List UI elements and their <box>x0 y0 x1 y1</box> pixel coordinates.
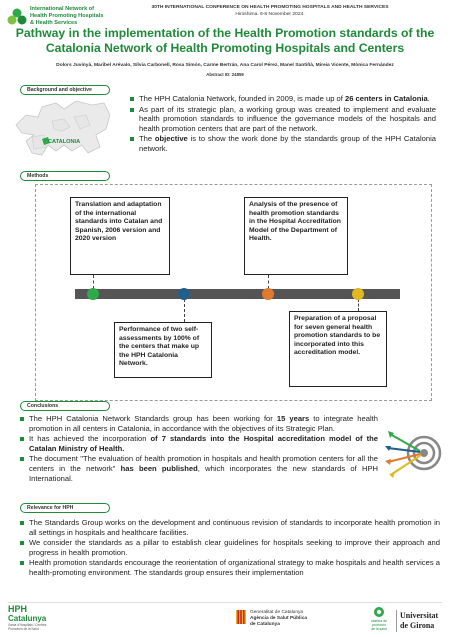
background-bullet-3-bold: objective <box>154 134 188 144</box>
generalitat-line3: de Catalunya <box>250 622 280 627</box>
relevance-bullet-3: Health promotion standards encourage the reorientation of organizational strategy to make hospitals and health services a health-promoting environment. The standards group ensures their implementation <box>20 558 440 577</box>
conference-info <box>150 4 390 18</box>
conference-place-date: Hiroshima. 6-8 November 2024. <box>235 12 305 17</box>
relevance-bullet-2: We consider the standards as a pillar to establish clear guidelines for hospitals seeking to improve their approach and progress in health promotion. <box>20 538 440 557</box>
generalitat-flag-icon <box>236 610 246 624</box>
connector-line-1 <box>93 275 94 289</box>
hph-logo-sub1: Xarxa d'Hospitals i Centres <box>8 623 47 627</box>
poster-title <box>8 26 442 56</box>
connector-line-4 <box>358 299 359 311</box>
timeline-dot-4 <box>352 288 364 300</box>
europe-map-graphic <box>12 95 112 167</box>
conference-name: 30TH INTERNATIONAL CONFERENCE ON HEALTH PROMOTING HOSPITALS AND HEALTH SERVICES <box>151 5 389 10</box>
conclusion-bullet-3-bold: has been published <box>120 463 198 473</box>
org-name-line3: & Health Services <box>30 20 78 26</box>
footer-divider <box>8 602 442 603</box>
org-name-line2: Health Promoting Hospitals <box>30 13 104 19</box>
method-step-proposal: Preparation of a proposal for seven general health promotion standards to be incorporated into this accreditation model. <box>289 311 387 387</box>
catedra-line1: càtedra de <box>370 619 388 623</box>
conclusion-bullet-2-text: It has achieved the incorporation <box>29 434 151 444</box>
map-label-catalonia: CATALONIA <box>48 139 81 145</box>
background-bullet-2: As part of its strategic plan, a working group was created to implement and evaluate health promotion standards to influence the governance models of the hospitals and health promotion centers that are part of the network. <box>130 105 436 134</box>
generalitat-logo <box>236 610 346 634</box>
background-bullet-1-text: The HPH Catalonia Network, founded in 2009, is made up of <box>139 94 345 103</box>
udg-divider <box>396 610 397 632</box>
catedra-promocio-salut-logo <box>364 606 394 634</box>
method-step-self-assessment: Performance of two self-assessments by 100% of the centers that make up the HPH Catalonia Network. <box>114 322 212 378</box>
poster-title-line1: Pathway in the implementation of the Health Promotion standards of the <box>15 26 435 40</box>
background-bullet-1-bold: 26 centers in Catalonia <box>345 94 428 103</box>
hph-logo-region: Catalunya <box>8 614 47 623</box>
generalitat-line1: Generalitat de Catalunya <box>250 610 304 615</box>
connector-line-3 <box>268 275 269 289</box>
target-arrows-icon <box>384 424 442 482</box>
method-step-translation: Translation and adaptation of the international standards into Catalan and Spanish, 2006 version and 2020 version <box>70 197 170 275</box>
timeline-dot-1 <box>87 288 99 300</box>
conclusion-bullet-2-bold: of 7 standards into the Hospital accreditation model of the Catalan Ministry of Health. <box>29 434 378 453</box>
org-name-line1: International Network of <box>30 6 95 12</box>
hph-logo-name: HPH <box>8 604 28 614</box>
timeline-dot-2 <box>178 288 190 300</box>
catedra-line2: promoció <box>372 623 386 627</box>
background-bullet-1-end: . <box>427 94 430 103</box>
europe-map <box>12 95 112 167</box>
authors: Dolors Juvinyà, Maribel Arévalo, Sílvia Carbonell, Rosa Simón, Carme Bertrán, Ana Carol Pérez, Manel Santiñà, Mireia Vicente, Mònica Fernández <box>56 63 394 68</box>
conclusion-bullet-1-end: to integrate health promotion in all centers in Catalonia, in accordance with the objectives of its Strategic Plan. <box>29 414 378 433</box>
conclusion-bullet-2 <box>20 434 378 453</box>
method-step-analysis: Analysis of the presence of health promotion standards in the Hospital Accreditation Model of the Department of Health. <box>244 197 348 275</box>
catedra-line3: de la salut <box>371 627 387 631</box>
generalitat-line2: Agència de Salut Pública <box>250 616 308 621</box>
background-bullet-1 <box>130 94 436 104</box>
abstract-id: Abstract ID: 24859 <box>206 72 244 77</box>
section-label-relevance: Relevance for HPH <box>20 503 110 513</box>
udg-line1: Universitat <box>400 611 439 620</box>
hph-catalunya-logo <box>8 605 88 635</box>
section-label-conclusions: Conclusions <box>20 401 110 411</box>
conclusion-bullet-3-text: The document "The evaluation of health promotion in hospitals and health promotion centers for all the centers in the network" <box>29 454 378 473</box>
background-bullets <box>130 94 436 155</box>
hph-logo-sub2: Promotors de la Salut <box>8 627 39 631</box>
conclusion-bullet-3-end: , which incorporates the new standards of HPH International. <box>29 463 378 483</box>
conclusion-bullet-1-text: The HPH Catalonia Network Standards group has been working for <box>29 414 277 423</box>
catedra-leaf-icon <box>373 606 385 618</box>
udg-line2: de Girona <box>400 621 435 630</box>
section-label-methods: Methods <box>20 171 110 181</box>
background-bullet-3-text: The <box>139 134 155 144</box>
conclusion-bullet-3 <box>20 454 378 483</box>
relevance-bullets <box>20 518 440 579</box>
timeline-dot-3 <box>262 288 274 300</box>
universitat-girona-logo <box>396 610 448 634</box>
conclusion-bullet-1 <box>20 414 378 433</box>
connector-line-2 <box>184 299 185 322</box>
conclusion-bullet-1-bold: 15 years <box>276 414 310 423</box>
section-label-background: Background and objective <box>20 85 110 95</box>
background-bullet-3-end: is to show the work done by the standards group of the HPH Catalonia network. <box>139 134 436 153</box>
poster-title-line2: Catalonia Network of Health Promoting Hospitals and Centers <box>45 41 405 55</box>
conclusions-bullets <box>20 414 378 484</box>
relevance-bullet-1: The Standards Group works on the development and continuous revision of standards to incorporate health promotion in all settings in hospitals and healthcare facilities. <box>20 518 440 537</box>
background-bullet-3 <box>130 134 436 153</box>
